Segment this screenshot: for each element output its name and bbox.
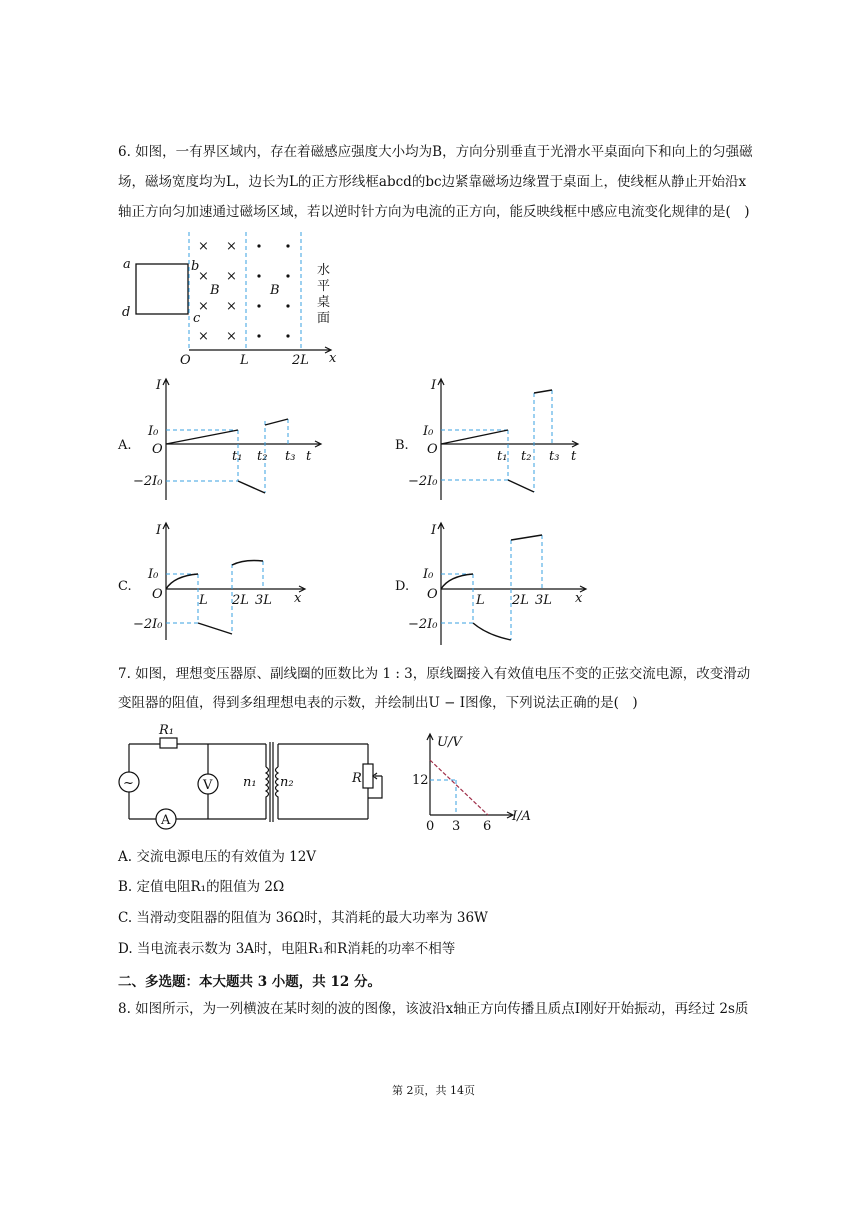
svg-text:×: × xyxy=(226,269,237,284)
r1-label: R₁ xyxy=(159,723,174,738)
svg-text:t₂: t₂ xyxy=(521,449,532,464)
q7-option-a: A. 交流电源电压的有效值为 12V xyxy=(118,849,317,865)
svg-text:I₀: I₀ xyxy=(423,567,434,582)
svg-text:t₁: t₁ xyxy=(232,449,243,464)
svg-text:水: 水 xyxy=(317,263,331,278)
svg-text:I/A: I/A xyxy=(512,809,531,824)
q6-option-d-graph xyxy=(395,520,605,650)
svg-text:2L: 2L xyxy=(512,593,529,608)
q7-line-1: 7. 如图，理想变压器原、副线圈的匝数比为 1 : 3，原线圈接入有效值电压不变的正弦交流电源，改变滑动 xyxy=(118,666,751,682)
svg-text:O: O xyxy=(180,353,191,368)
svg-text:x: x xyxy=(329,351,337,366)
q7-line-2: 变阻器的阻值，得到多组理想电表的示数，并绘制出U − I图像，下列说法正确的是( ) xyxy=(118,695,638,711)
svg-text:O: O xyxy=(427,587,438,602)
svg-text:t₃: t₃ xyxy=(285,449,296,464)
svg-text:A.: A. xyxy=(118,438,132,453)
svg-text:−2I₀: −2I₀ xyxy=(133,617,163,632)
svg-text:面: 面 xyxy=(317,311,331,326)
field-1-label: B xyxy=(210,283,220,298)
svg-text:I₀: I₀ xyxy=(148,567,159,582)
svg-text:3L: 3L xyxy=(535,593,552,608)
svg-text:×: × xyxy=(226,329,237,344)
q7-option-d: D. 当电流表示数为 3A时，电阻R₁和R消耗的功率不相等 xyxy=(118,941,456,957)
svg-text:~: ~ xyxy=(123,776,134,791)
svg-text:x: x xyxy=(575,591,583,606)
svg-text:×: × xyxy=(198,329,209,344)
svg-text:D.: D. xyxy=(395,579,410,594)
svg-text:n₁: n₁ xyxy=(243,775,257,790)
svg-text:L: L xyxy=(476,593,485,608)
q6-option-c-graph xyxy=(118,520,328,650)
svg-text:t₁: t₁ xyxy=(497,449,508,464)
svg-text:×: × xyxy=(198,299,209,314)
svg-text:2L: 2L xyxy=(232,593,249,608)
svg-text:×: × xyxy=(226,299,237,314)
svg-text:I₀: I₀ xyxy=(148,424,159,439)
svg-text:U/V: U/V xyxy=(437,735,462,750)
svg-text:I: I xyxy=(156,378,162,393)
svg-text:×: × xyxy=(226,239,237,254)
svg-text:t₃: t₃ xyxy=(549,449,560,464)
q7-option-c: C. 当滑动变阻器的阻值为 36Ω时，其消耗的最大功率为 36W xyxy=(118,910,488,926)
svg-text:x: x xyxy=(294,591,302,606)
svg-text:−2I₀: −2I₀ xyxy=(133,474,163,489)
svg-text:V: V xyxy=(203,778,213,793)
page-footer: 第 2页，共 14页 xyxy=(392,1084,475,1097)
q6-option-b-graph xyxy=(395,375,605,505)
q6-line-3: 轴正方向匀加速通过磁场区域，若以逆时针方向为电流的正方向，能反映线框中感应电流变化规律的是( ) xyxy=(118,204,750,220)
svg-text:t₂: t₂ xyxy=(257,449,268,464)
svg-text:6: 6 xyxy=(483,819,492,834)
svg-text:×: × xyxy=(198,269,209,284)
q6-field-figure xyxy=(118,228,358,368)
q7-circuit-diagram xyxy=(118,722,378,837)
svg-text:t: t xyxy=(571,449,577,464)
svg-text:平: 平 xyxy=(317,279,331,294)
svg-text:O: O xyxy=(427,442,438,457)
svg-text:桌: 桌 xyxy=(317,295,331,310)
svg-text:3: 3 xyxy=(452,819,461,834)
q6-line-2: 场，磁场宽度均为L，边长为L的正方形线框abcd的bc边紧靠磁场边缘置于桌面上，使线框从静止开始沿x xyxy=(118,174,747,190)
svg-text:C.: C. xyxy=(118,579,132,594)
svg-text:−2I₀: −2I₀ xyxy=(408,474,438,489)
q8-line-1: 8. 如图所示，为一列横波在某时刻的波的图像，该波沿x轴正方向传播且质点I刚好开始振动，再经过 2s质 xyxy=(118,1001,749,1017)
q7-ui-graph xyxy=(412,730,542,835)
svg-text:O: O xyxy=(152,442,163,457)
svg-text:I: I xyxy=(431,523,437,538)
svg-text:2L: 2L xyxy=(292,353,309,368)
svg-text:t: t xyxy=(306,449,312,464)
svg-text:×: × xyxy=(198,239,209,254)
svg-text:n₂: n₂ xyxy=(280,775,294,790)
svg-text:A: A xyxy=(161,813,171,828)
svg-text:R: R xyxy=(352,771,362,786)
corner-c: c xyxy=(193,311,201,326)
svg-text:I₀: I₀ xyxy=(423,424,434,439)
svg-text:0: 0 xyxy=(426,819,435,834)
corner-b: b xyxy=(191,259,200,274)
svg-text:I: I xyxy=(431,378,437,393)
q7-option-b: B. 定值电阻R₁的阻值为 2Ω xyxy=(118,879,285,895)
svg-text:I: I xyxy=(156,523,162,538)
field-2-label: B xyxy=(270,283,280,298)
svg-text:3L: 3L xyxy=(255,593,272,608)
q6-line-1: 6. 如图，一有界区域内，存在着磁感应强度大小均为B，方向分别垂直于光滑水平桌面向下和向上的匀强磁 xyxy=(118,144,753,160)
svg-text:L: L xyxy=(240,353,249,368)
svg-text:12: 12 xyxy=(412,773,429,788)
svg-text:L: L xyxy=(199,593,208,608)
section-heading: 二、多选题：本大题共 3 小题，共 12 分。 xyxy=(118,974,381,990)
q6-option-a-graph xyxy=(118,375,328,505)
corner-d: d xyxy=(122,305,131,320)
corner-a: a xyxy=(123,257,131,272)
svg-text:B.: B. xyxy=(395,438,409,453)
svg-text:−2I₀: −2I₀ xyxy=(408,617,438,632)
svg-text:O: O xyxy=(152,587,163,602)
